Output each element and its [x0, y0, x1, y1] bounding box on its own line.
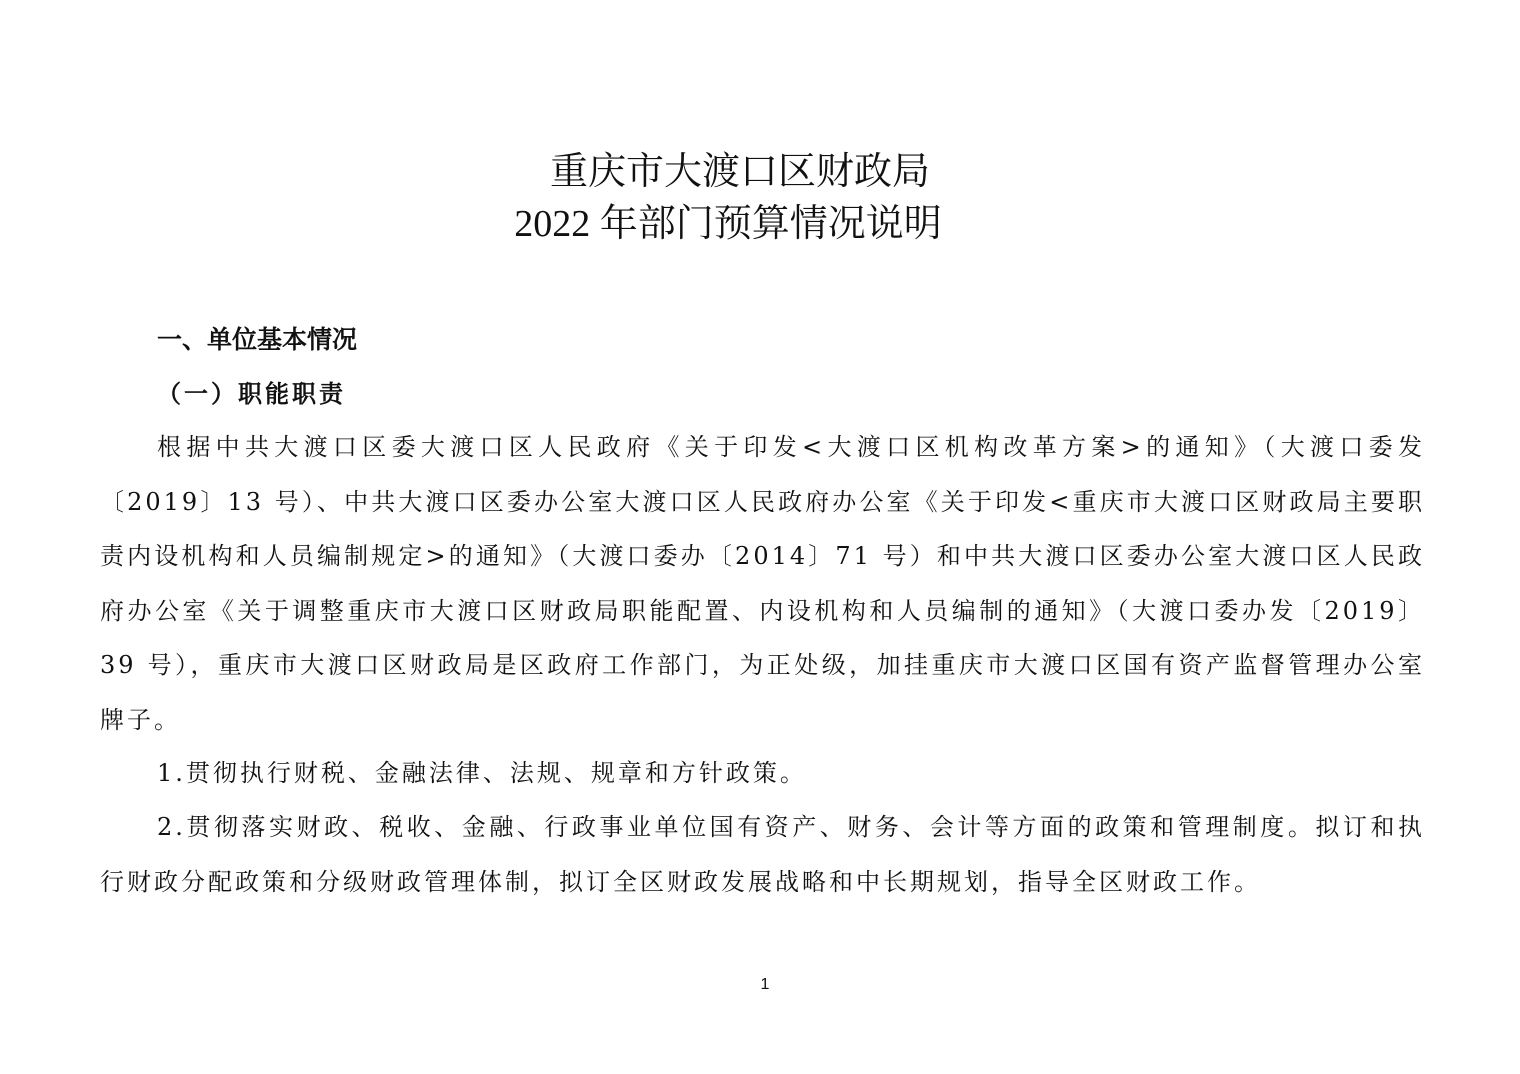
page-number: 1	[760, 976, 770, 993]
document-title-line1: 重庆市大渡口区财政局	[549, 149, 930, 193]
paragraph-duties-basis: 根据中共大渡口区委大渡口区人民政府《关于印发<大渡口区机构改革方案>的通知》（大渡口委发〔2019〕13 号）、中共大渡口区委办公室大渡口区人民政府办公室《关于印发<重庆市大渡口区财政局主要职责内设机构和人员编制规定>的通知》（大渡口委办〔2014〕71 号）和中共大渡口区委办公室大渡口区人民政府办公室《关于调整重庆市大渡口区财政局职能配置、内设机构和人员编制的通知》（大渡口委办发〔2019〕39 号），重庆市大渡口区财政局是区政府工作部门，为正处级，加挂重庆市大渡口区国有资产监督管理办公室牌子。	[100, 433, 1425, 734]
section-heading: 一、单位基本情况	[157, 325, 358, 354]
document-title-line2: 2022 年部门预算情况说明	[514, 203, 942, 245]
paragraph-item-1: 1.贯彻执行财税、金融法律、法规、规章和方针政策。	[157, 759, 807, 787]
paragraph-item-2: 2.贯彻落实财政、税收、金融、行政事业单位国有资产、财务、会计等方面的政策和管理制度。拟订和执行财政分配政策和分级财政管理体制，拟订全区财政发展战略和中长期规划，指导全区财政工作。	[100, 813, 1425, 896]
sub-heading: （一）职能职责	[157, 379, 346, 408]
